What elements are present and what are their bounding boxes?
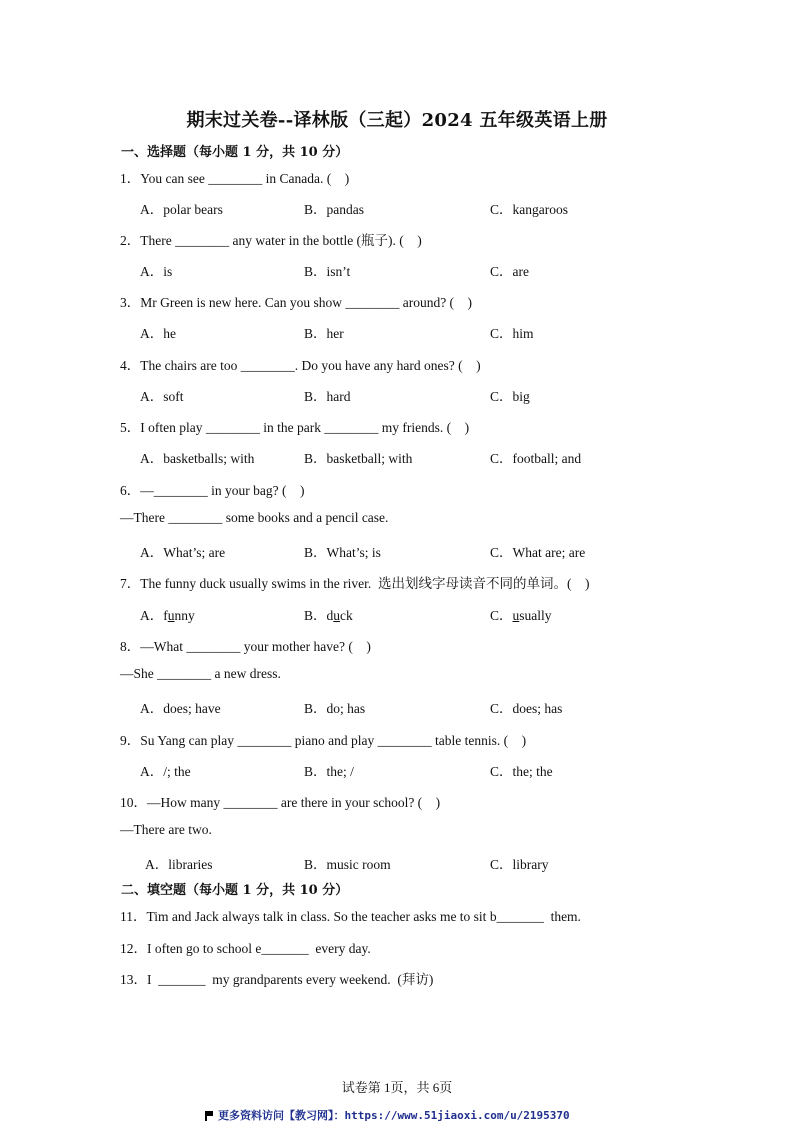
question-2: 2．There ________ any water in the bottle (瓶子). ( ) xyxy=(120,233,422,248)
question-12: 12．I often go to school e_______ every day. xyxy=(120,941,371,956)
q9-option-b: B．the; / xyxy=(304,764,354,779)
question-6-reply: —There ________ some books and a pencil case. xyxy=(120,510,389,525)
q1-option-b: B．pandas xyxy=(304,202,364,217)
q4-option-a: A．soft xyxy=(140,389,184,404)
page-title: 期末过关卷--译林版（三起）2024 五年级英语上册 xyxy=(186,110,608,131)
q7-option-b-suffix: ck xyxy=(340,608,353,623)
page-footer: 试卷第 1页，共 6页 xyxy=(341,1080,453,1095)
question-13: 13．I _______ my grandparents every weekend. (拜访) xyxy=(120,972,434,987)
q10-option-b: B．music room xyxy=(304,857,391,872)
q6-option-c: C．What are; are xyxy=(490,545,586,560)
q6-option-b: B．What’s; is xyxy=(304,545,381,560)
question-8: 8．—What ________ your mother have? ( ) xyxy=(120,639,371,654)
q7-option-c xyxy=(490,604,552,624)
q2-option-c: C．are xyxy=(490,264,529,279)
q5-option-c: C．football; and xyxy=(490,451,582,466)
question-10-reply: —There are two. xyxy=(120,822,212,837)
question-6: 6．—________ in your bag? ( ) xyxy=(120,483,305,498)
question-3: 3．Mr Green is new here. Can you show ________ around? ( ) xyxy=(120,295,473,310)
q4-option-c: C．big xyxy=(490,389,530,404)
q8-option-b: B．do; has xyxy=(304,701,366,716)
question-5: 5．I often play ________ in the park ________ my friends. ( ) xyxy=(120,420,470,435)
q7-option-c-prefix: C． xyxy=(490,608,513,623)
q7-option-a-suffix: nny xyxy=(174,608,195,623)
q7-option-a xyxy=(140,604,195,624)
q3-option-b: B．her xyxy=(304,326,344,341)
q1-option-a: A．polar bears xyxy=(140,202,223,217)
question-11: 11．Tim and Jack always talk in class. So the teacher asks me to sit b_______ them. xyxy=(120,909,581,924)
resource-banner[interactable] xyxy=(205,1107,570,1123)
question-4: 4．The chairs are too ________. Do you have any hard ones? ( ) xyxy=(120,358,481,373)
question-1: 1．You can see ________ in Canada. ( ) xyxy=(120,171,350,186)
q5-option-a: A．basketballs; with xyxy=(140,451,255,466)
q6-option-a: A．What’s; are xyxy=(140,545,226,560)
q7-option-b xyxy=(304,604,353,624)
question-8-reply: —She ________ a new dress. xyxy=(120,666,281,681)
q7-option-c-suffix: sually xyxy=(519,608,552,623)
q8-option-a: A．does; have xyxy=(140,701,221,716)
q3-option-a: A．he xyxy=(140,326,176,341)
q9-option-a: A．/; the xyxy=(140,764,191,779)
section-heading-choice: 一、选择题（每小题 1 分，共 10 分） xyxy=(121,145,349,160)
section-heading-fill: 二、填空题（每小题 1 分，共 10 分） xyxy=(121,883,349,898)
banner-text: 更多资料访问【教习网】：https://www.51jiaoxi.com/u/2195370 xyxy=(218,1109,570,1122)
q2-option-a: A．is xyxy=(140,264,173,279)
question-10: 10．—How many ________ are there in your school? ( ) xyxy=(120,795,441,810)
q7-option-b-underlined: u xyxy=(333,608,341,623)
q7-option-c-underlined: u xyxy=(512,608,520,623)
question-9: 9．Su Yang can play ________ piano and play ________ table tennis. ( ) xyxy=(120,733,527,748)
q3-option-c: C．him xyxy=(490,326,534,341)
q8-option-c: C．does; has xyxy=(490,701,563,716)
q7-option-a-prefix: A．f xyxy=(140,608,168,623)
q10-option-c: C．library xyxy=(490,857,549,872)
q7-option-a-underlined: u xyxy=(167,608,175,623)
flag-icon xyxy=(205,1111,214,1120)
q9-option-c: C．the; the xyxy=(490,764,553,779)
question-7: 7．The funny duck usually swims in the river. 选出划线字母读音不同的单词。( ) xyxy=(120,576,590,591)
q10-option-a: A．libraries xyxy=(145,857,213,872)
q2-option-b: B．isn’t xyxy=(304,264,351,279)
q5-option-b: B．basketball; with xyxy=(304,451,413,466)
q4-option-b: B．hard xyxy=(304,389,351,404)
q1-option-c: C．kangaroos xyxy=(490,202,568,217)
q7-option-b-prefix: B．d xyxy=(304,608,334,623)
